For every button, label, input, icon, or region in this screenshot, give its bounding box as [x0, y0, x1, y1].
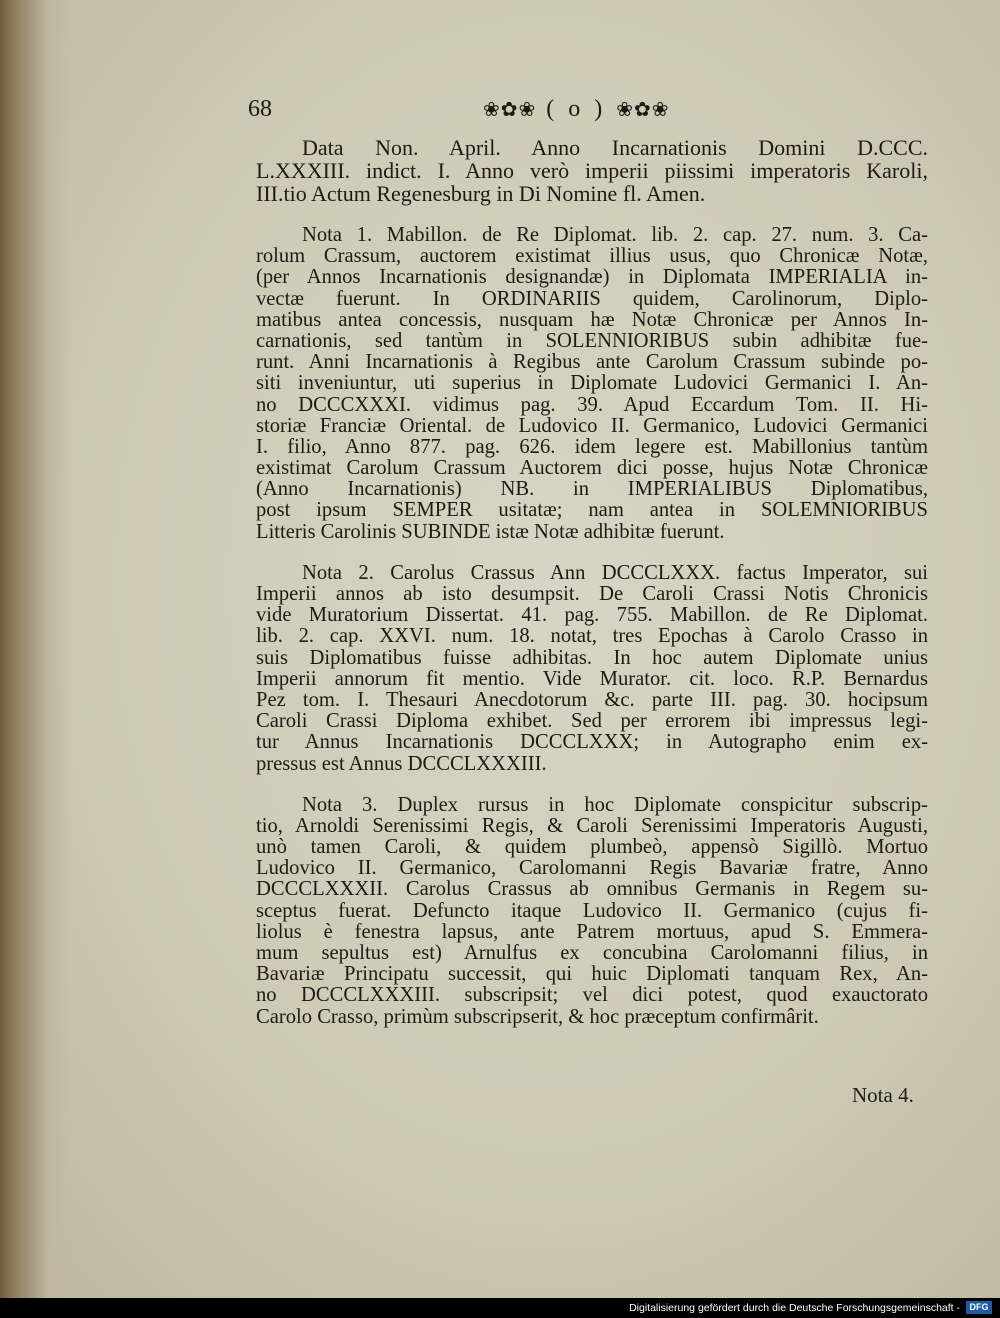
text-line: suis Diplomatibus fuisse adhibitas. In hoc autem Diplomate unius — [256, 646, 928, 669]
text-line: matibus antea concessis, nusquam hæ Notæ Chronicæ per Annos In- — [256, 308, 928, 331]
text-line: Carolo Crasso, primùm subscripserit, & hoc præceptum confirmârit. — [256, 1005, 819, 1028]
text-line: existimat Carolum Crassum Auctorem dici posse, hujus Notæ Chronicæ — [256, 457, 928, 480]
text-line: rolum Crassum, auctorem existimat illius usus, quo Chronicæ Notæ, — [256, 245, 928, 268]
text-line: carnationis, sed tantùm in SOLENNIORIBUS subin adhibitæ fue- — [256, 329, 928, 352]
book-gutter — [0, 0, 70, 1298]
text-line: sceptus fuerat. Defuncto itaque Ludovico II. Germanico (cujus fi- — [256, 899, 928, 922]
text-line: Bavariæ Principatu successit, qui huic Diplomati tanquam Rex, An- — [256, 963, 928, 986]
header-ornament — [483, 96, 670, 123]
text-line: L.XXXIII. indict. I. Anno verò imperii piissimi imperatoris Karoli, — [256, 158, 928, 183]
footer-credit: Digitalisierung gefördert durch die Deutsche Forschungsgemeinschaft - — [629, 1302, 960, 1314]
text-line: no DCCCXXXI. vidimus pag. 39. Apud Eccardum Tom. II. Hi- — [256, 393, 928, 416]
body-text — [256, 136, 928, 1028]
catchword: Nota 4. — [852, 1083, 914, 1107]
paragraph-gap — [256, 775, 928, 795]
text-line: tur Annus Incarnationis DCCCLXXX; in Autographo enim ex- — [256, 731, 928, 754]
text-line: liolus è fenestra lapsus, ante Patrem mortuus, apud S. Emmera- — [256, 920, 928, 943]
paragraph — [256, 225, 928, 543]
text-line: III.tio Actum Regenesburg in Di Nomine fl. Amen. — [256, 181, 706, 206]
text-line: Nota 2. Carolus Crassus Ann DCCCLXXX. factus Imperator, sui — [302, 561, 928, 584]
text-line: runt. Anni Incarnationis à Regibus ante Carolum Crassum subinde po- — [256, 351, 928, 374]
ornament-left-icon: ❀✿❀ — [483, 99, 537, 121]
text-line: siti inveniuntur, uti superius in Diplomate Ludovici Germanici I. An- — [256, 372, 928, 395]
text-line: Imperii annorum fit mentio. Vide Murator. cit. loco. R.P. Bernardus — [256, 667, 928, 690]
page-header — [248, 96, 938, 136]
text-line: (Anno Incarnationis) NB. in IMPERIALIBUS Diplomatibus, — [256, 478, 928, 501]
text-line: Nota 1. Mabillon. de Re Diplomat. lib. 2. cap. 27. num. 3. Ca- — [302, 224, 928, 246]
text-line: Pez tom. I. Thesauri Anecdotorum &c. parte III. pag. 30. hocipsum — [256, 688, 928, 711]
text-line: storiæ Franciæ Oriental. de Ludovico II. Germanico, Ludovici Germanici — [256, 414, 928, 437]
text-line: Imperii annos ab isto desumpsit. De Caroli Crassi Notis Chronicis — [256, 583, 928, 605]
text-line: tio, Arnoldi Serenissimi Regis, & Caroli Serenissimi Imperatoris Augusti, — [256, 814, 928, 837]
text-line: mum sepultus est) Arnulfus ex concubina Carolomanni filius, in — [256, 942, 928, 964]
text-line: post ipsum SEMPER usitatæ; nam antea in SOLEMNIORIBUS — [256, 499, 928, 522]
text-line: no DCCCLXXXIII. subscripsit; vel dici potest, quod exauctorato — [256, 984, 928, 1007]
text-line: Caroli Crassi Diploma exhibet. Sed per errorem ibi impressus legi- — [256, 710, 928, 733]
paragraph-gap — [256, 543, 928, 563]
text-line: lib. 2. cap. XXVI. num. 18. notat, tres Epochas à Carolo Crasso in — [256, 625, 928, 648]
paragraph — [256, 563, 928, 775]
text-line: I. filio, Anno 877. pag. 626. idem legere est. Mabillonius tantùm — [256, 435, 928, 458]
dfg-logo-icon: DFG — [966, 1301, 992, 1314]
ornament-right-icon: ❀✿❀ — [616, 99, 670, 121]
text-line: Data Non. April. Anno Incarnationis Domini D.CCC. — [302, 135, 928, 160]
text-line: Litteris Carolinis SUBINDE istæ Notæ adhibitæ fuerunt. — [256, 520, 725, 543]
paragraph-gap — [256, 205, 928, 225]
text-line: Nota 3. Duplex rursus in hoc Diplomate conspicitur subscrip- — [302, 793, 928, 816]
text-line: unò tamen Caroli, & quidem plumbeò, appensò Sigillò. Mortuo — [256, 836, 928, 859]
text-line: (per Annos Incarnationis designandæ) in Diplomata IMPERIALIA in- — [256, 266, 928, 289]
text-line: pressus est Annus DCCCLXXXIII. — [256, 752, 547, 775]
page-number: 68 — [248, 96, 272, 122]
text-line: vide Muratorium Dissertat. 41. pag. 755. Mabillon. de Re Diplomat. — [256, 604, 928, 627]
footer-strip — [0, 1298, 1000, 1318]
text-line: Ludovico II. Germanico, Carolomanni Regis Bavariæ fratre, Anno — [256, 857, 928, 880]
text-line: vectæ fuerunt. In ORDINARIIS quidem, Carolinorum, Diplo- — [256, 287, 928, 310]
paragraph — [256, 136, 928, 205]
text-line: DCCCLXXXII. Carolus Crassus ab omnibus Germanis in Regem su- — [256, 878, 928, 901]
paragraph — [256, 795, 928, 1028]
ornament-center: ( o ) — [546, 96, 607, 122]
